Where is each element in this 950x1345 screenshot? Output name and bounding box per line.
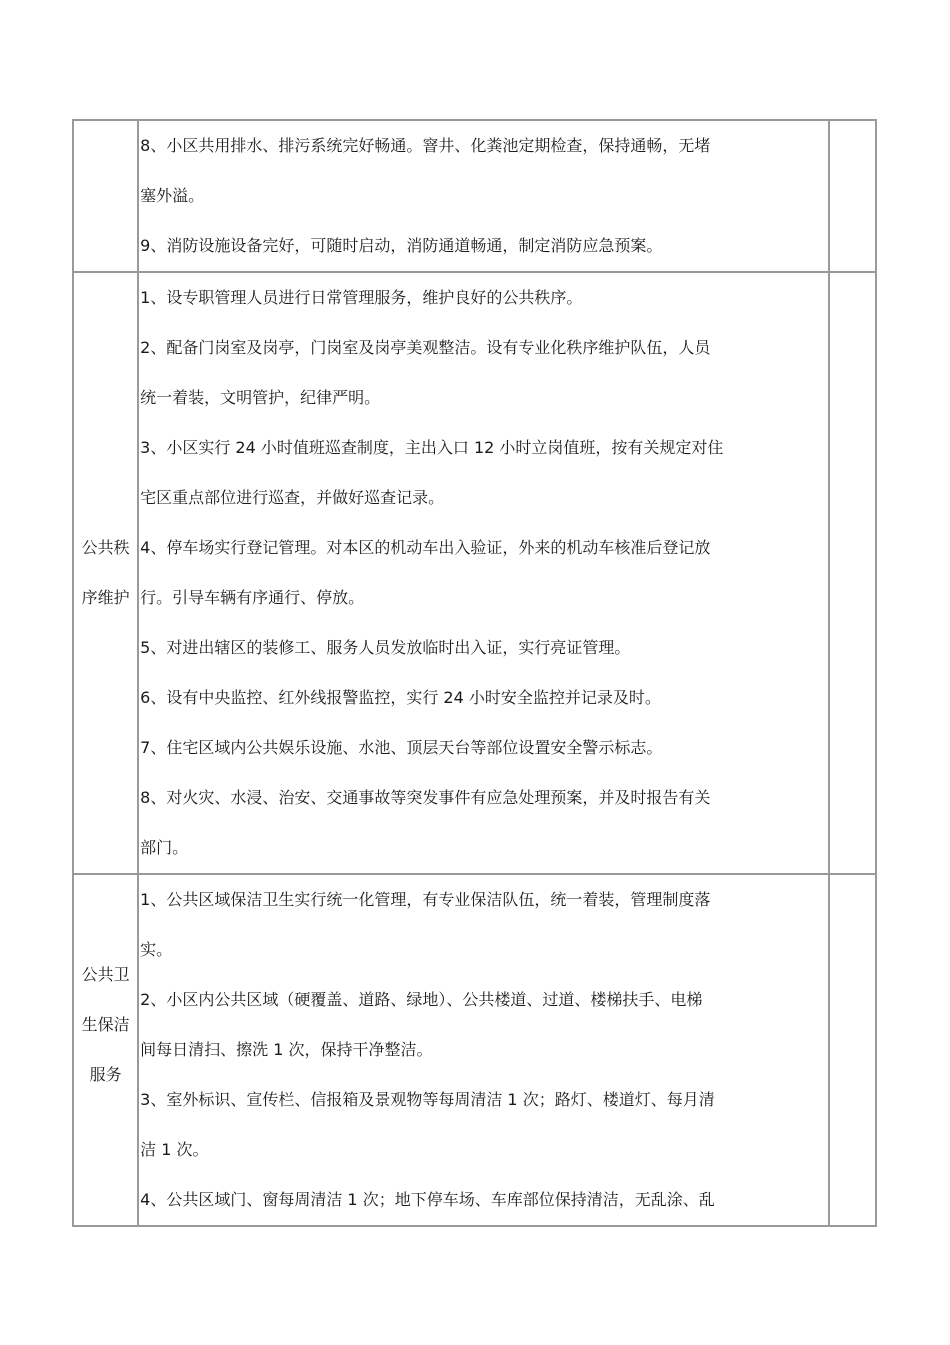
content-cell [138, 874, 829, 1226]
content-line: 塞外溢。 [140, 186, 205, 205]
category-label: 生保洁 [81, 1015, 130, 1034]
content-line: 2、配备门岗室及岗亭，门岗室及岗亭美观整洁。设有专业化秩序维护队伍，人员 [140, 338, 711, 357]
remark-cell [829, 874, 876, 1226]
content-line: 1、设专职管理人员进行日常管理服务，维护良好的公共秩序。 [140, 288, 583, 307]
content-line: 3、小区实行 24 小时值班巡查制度，主出入口 12 小时立岗值班，按有关规定对住 [140, 438, 724, 457]
content-line: 洁 1 次。 [140, 1140, 209, 1159]
content-line: 统一着装，文明管护，纪律严明。 [140, 388, 381, 407]
content-line: 实。 [140, 940, 173, 959]
service-standards-table [72, 119, 877, 1227]
category-cell [73, 272, 138, 874]
content-line: 9、消防设施设备完好，可随时启动，消防通道畅通，制定消防应急预案。 [140, 236, 663, 255]
category-cell [73, 120, 138, 272]
content-line: 6、设有中央监控、红外线报警监控，实行 24 小时安全监控并记录及时。 [140, 688, 661, 707]
content-line: 行。引导车辆有序通行、停放。 [140, 588, 365, 607]
remark-cell [829, 120, 876, 272]
content-line: 部门。 [140, 838, 189, 857]
content-line: 8、小区共用排水、排污系统完好畅通。窨井、化粪池定期检查，保持通畅，无堵 [140, 136, 711, 155]
category-label: 服务 [89, 1065, 122, 1084]
table-row [73, 874, 876, 1226]
content-line: 5、对进出辖区的装修工、服务人员发放临时出入证，实行亮证管理。 [140, 638, 631, 657]
content-line: 8、对火灾、水浸、治安、交通事故等突发事件有应急处理预案，并及时报告有关 [140, 788, 711, 807]
table-row [73, 272, 876, 874]
category-cell [73, 874, 138, 1226]
content-line: 1、公共区域保洁卫生实行统一化管理，有专业保洁队伍，统一着装，管理制度落 [140, 890, 711, 909]
category-label: 序维护 [81, 588, 130, 607]
table-row [73, 120, 876, 272]
content-line: 4、公共区域门、窗每周清洁 1 次；地下停车场、车库部位保持清洁，无乱涂、乱 [140, 1190, 715, 1209]
category-label: 公共秩 [81, 538, 130, 557]
category-label: 公共卫 [81, 965, 130, 984]
content-line: 3、室外标识、宣传栏、信报箱及景观物等每周清洁 1 次；路灯、楼道灯、每月清 [140, 1090, 715, 1109]
content-cell [138, 272, 829, 874]
content-line: 2、小区内公共区域（硬覆盖、道路、绿地）、公共楼道、过道、楼梯扶手、电梯 [140, 990, 703, 1009]
remark-cell [829, 272, 876, 874]
content-cell [138, 120, 829, 272]
content-line: 间每日清扫、擦洗 1 次，保持干净整洁。 [140, 1040, 433, 1059]
content-line: 4、停车场实行登记管理。对本区的机动车出入验证，外来的机动车核准后登记放 [140, 538, 711, 557]
content-line: 7、住宅区域内公共娱乐设施、水池、顶层天台等部位设置安全警示标志。 [140, 738, 663, 757]
content-line: 宅区重点部位进行巡查，并做好巡查记录。 [140, 488, 445, 507]
